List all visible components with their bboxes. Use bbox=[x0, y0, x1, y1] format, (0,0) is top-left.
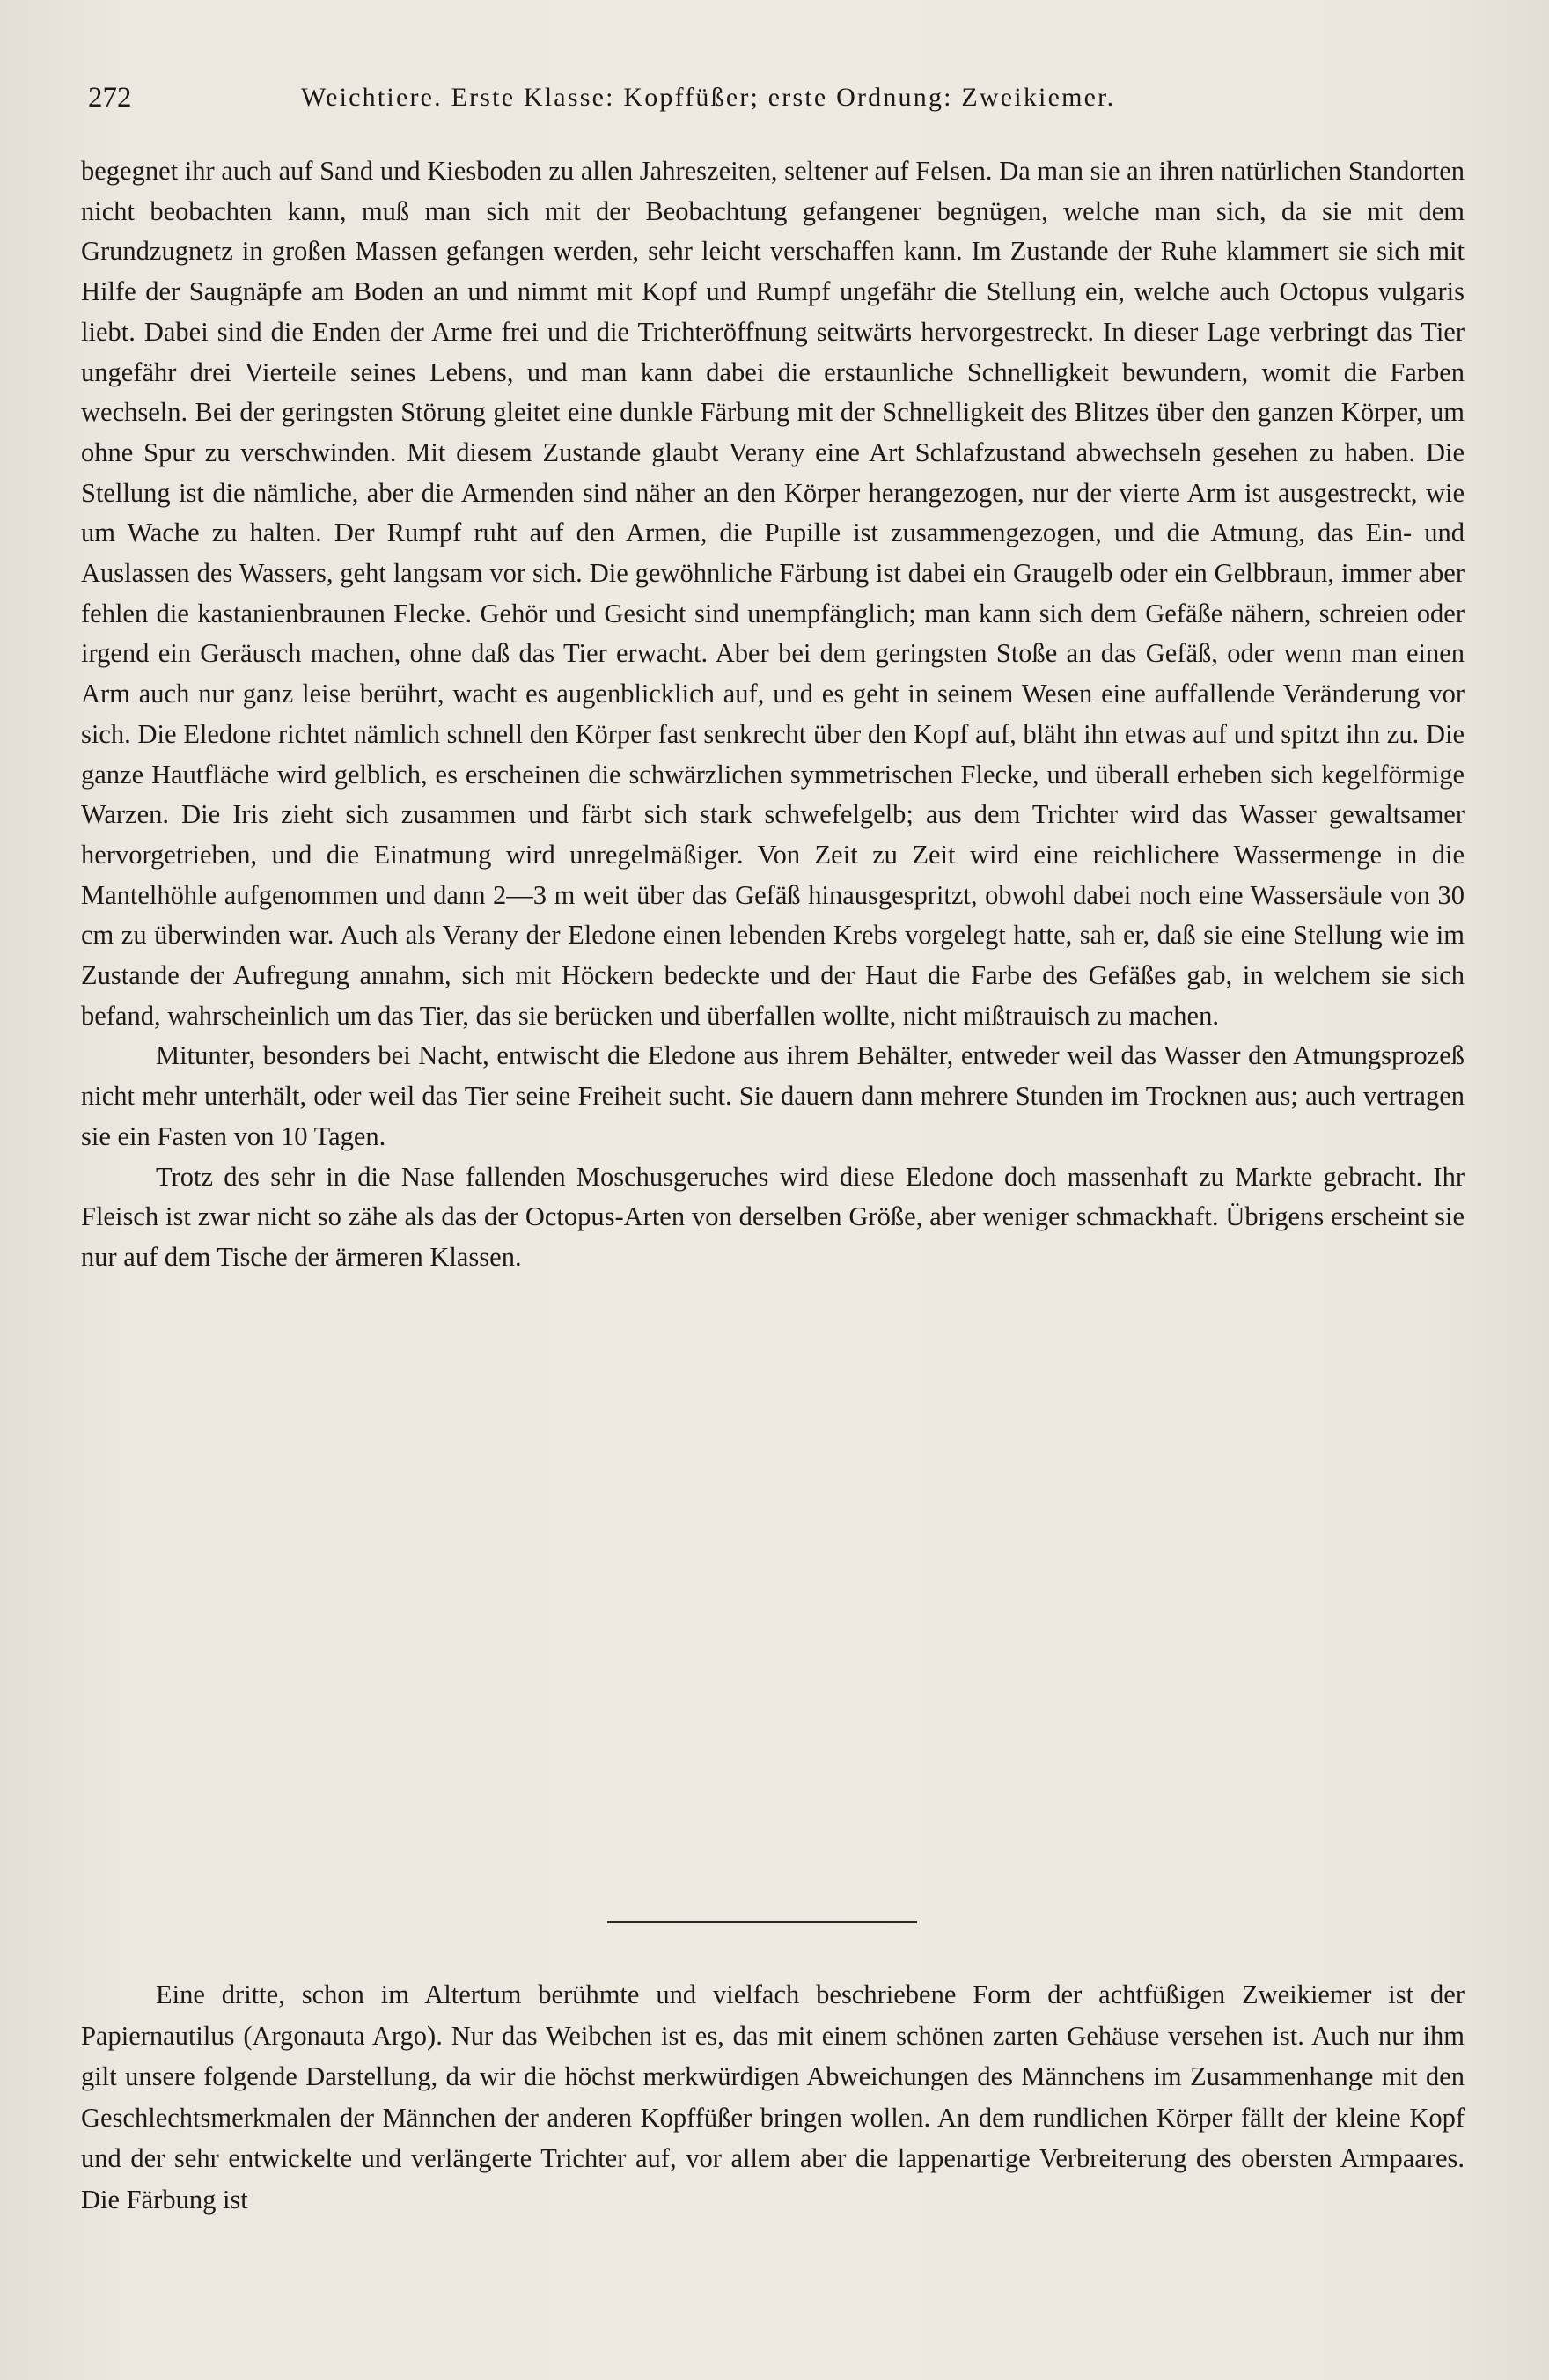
paragraph-escape: Mitunter, besonders bei Nacht, entwischt die Eledone aus ihrem Behälter, entweder weil das Wasser den Atmungsprozeß nicht mehr unterhält, oder weil das Tier seine Freiheit sucht. Sie dauern dann mehrere Stunden im Trocknen aus; auch vertragen sie ein Fasten von 10 Tagen. bbox=[81, 1040, 1465, 1151]
page-header bbox=[81, 77, 1465, 118]
paragraph-argonauta: Eine dritte, schon im Altertum berühmte und vielfach beschriebene Form der achtfüßigen Zweikiemer ist der Papiernautilus (Argonauta Argo). Nur das Weibchen ist es, das mit einem schönen zarten Gehäuse versehen ist. Auch nur ihm gilt unsere folgende Darstellung, da wir die höchst merkwürdigen Abweichungen des Männchens im Zusammenhange mit den Geschlechtsmerkmalen der Männchen der anderen Kopffüßer bringen wollen. An dem rundlichen Körper fällt der kleine Kopf und der sehr entwickelte und verlängerte Trichter auf, vor allem aber die lappenartige Verbreiterung des obersten Armpaares. Die Färbung ist bbox=[81, 1980, 1465, 2215]
paragraph-behavior: begegnet ihr auch auf Sand und Kiesboden zu allen Jahreszeiten, seltener auf Felsen. Da man sie an ihren natürlichen Standorten nicht beobachten kann, muß man sich mit der Beobachtung gefangener begnügen, welche man sich, da sie mit dem Grundzugnetz in großen Massen gefangen werden, sehr leicht verschaffen kann. Im Zustande der Ruhe klammert sie sich mit Hilfe der Saugnäpfe am Boden an und nimmt mit Kopf und Rumpf ungefähr die Stellung ein, welche auch Octopus vulgaris liebt. Dabei sind die Enden der Arme frei und die Trichteröffnung seitwärts hervorgestreckt. In dieser Lage verbringt das Tier ungefähr drei Vierteile seines Lebens, und man kann dabei die erstaunliche Schnelligkeit bewundern, womit die Farben wechseln. Bei der geringsten Störung gleitet eine dunkle Färbung mit der Schnelligkeit des Blitzes über den ganzen Körper, um ohne Spur zu verschwinden. Mit diesem Zustande glaubt Verany eine Art Schlafzustand abwechseln gesehen zu haben. Die Stellung ist die nämliche, aber die Armenden sind näher an den Körper herangezogen, nur der vierte Arm ist ausgestreckt, wie um Wache zu halten. Der Rumpf ruht auf den Armen, die Pupille ist zusammengezogen, und die Atmung, das Ein- und Auslassen des Wassers, geht langsam vor sich. Die gewöhnliche Färbung ist dabei ein Graugelb oder ein Gelbbraun, immer aber fehlen die kastanienbraunen Flecke. Gehör und Gesicht sind unempfänglich; man kann sich dem Gefäße nähern, schreien oder irgend ein Geräusch machen, ohne daß das Tier erwacht. Aber bei dem geringsten Stoße an das Gefäß, oder wenn man einen Arm auch nur ganz leise berührt, wacht es augenblicklich auf, und es geht in seinem Wesen eine auffallende Veränderung vor sich. Die Eledone richtet nämlich schnell den Körper fast senkrecht über den Kopf auf, bläht ihn etwas auf und spitzt ihn zu. Die ganze Hautfläche wird gelblich, es erscheinen die schwärzlichen symmetrischen Flecke, und überall erheben sich kegelförmige Warzen. Die Iris zieht sich zusammen und färbt sich stark schwefelgelb; aus dem Trichter wird das Wasser gewaltsamer hervorgetrieben, und die Einatmung wird unregelmäßiger. Von Zeit zu Zeit wird eine reichlichere Wassermenge in die Mantelhöhle aufgenommen und dann 2—3 m weit über das Gefäß hinausgespritzt, obwohl dabei noch eine Wassersäule von 30 cm zu überwinden war. Auch als Verany der Eledone einen lebenden Krebs vorgelegt hatte, sah er, daß sie eine Stellung wie im Zustande der Aufregung annahm, sich mit Höckern bedeckte und der Haut die Farbe des Gefäßes gab, in welchem sie sich befand, wahrscheinlich um das Tier, das sie berücken und überfallen wollte, nicht mißtrauisch zu machen. bbox=[81, 156, 1465, 1031]
page-number: 272 bbox=[88, 82, 132, 114]
paragraph-market: Trotz des sehr in die Nase fallenden Moschusgeruches wird diese Eledone doch massenhaft zu Markte gebracht. Ihr Fleisch ist zwar nicht so zähe als das der Octopus-Arten von derselben Größe, aber weniger schmackhaft. Übrigens erscheint sie nur auf dem Tische der ärmeren Klassen. bbox=[81, 1161, 1465, 1272]
argonauta-section bbox=[81, 1974, 1465, 2220]
running-head: Weichtiere. Erste Klasse: Kopffüßer; erste Ordnung: Zweikiemer. bbox=[301, 83, 1116, 112]
section-divider bbox=[607, 1921, 917, 1923]
eledone-section bbox=[81, 151, 1465, 1278]
